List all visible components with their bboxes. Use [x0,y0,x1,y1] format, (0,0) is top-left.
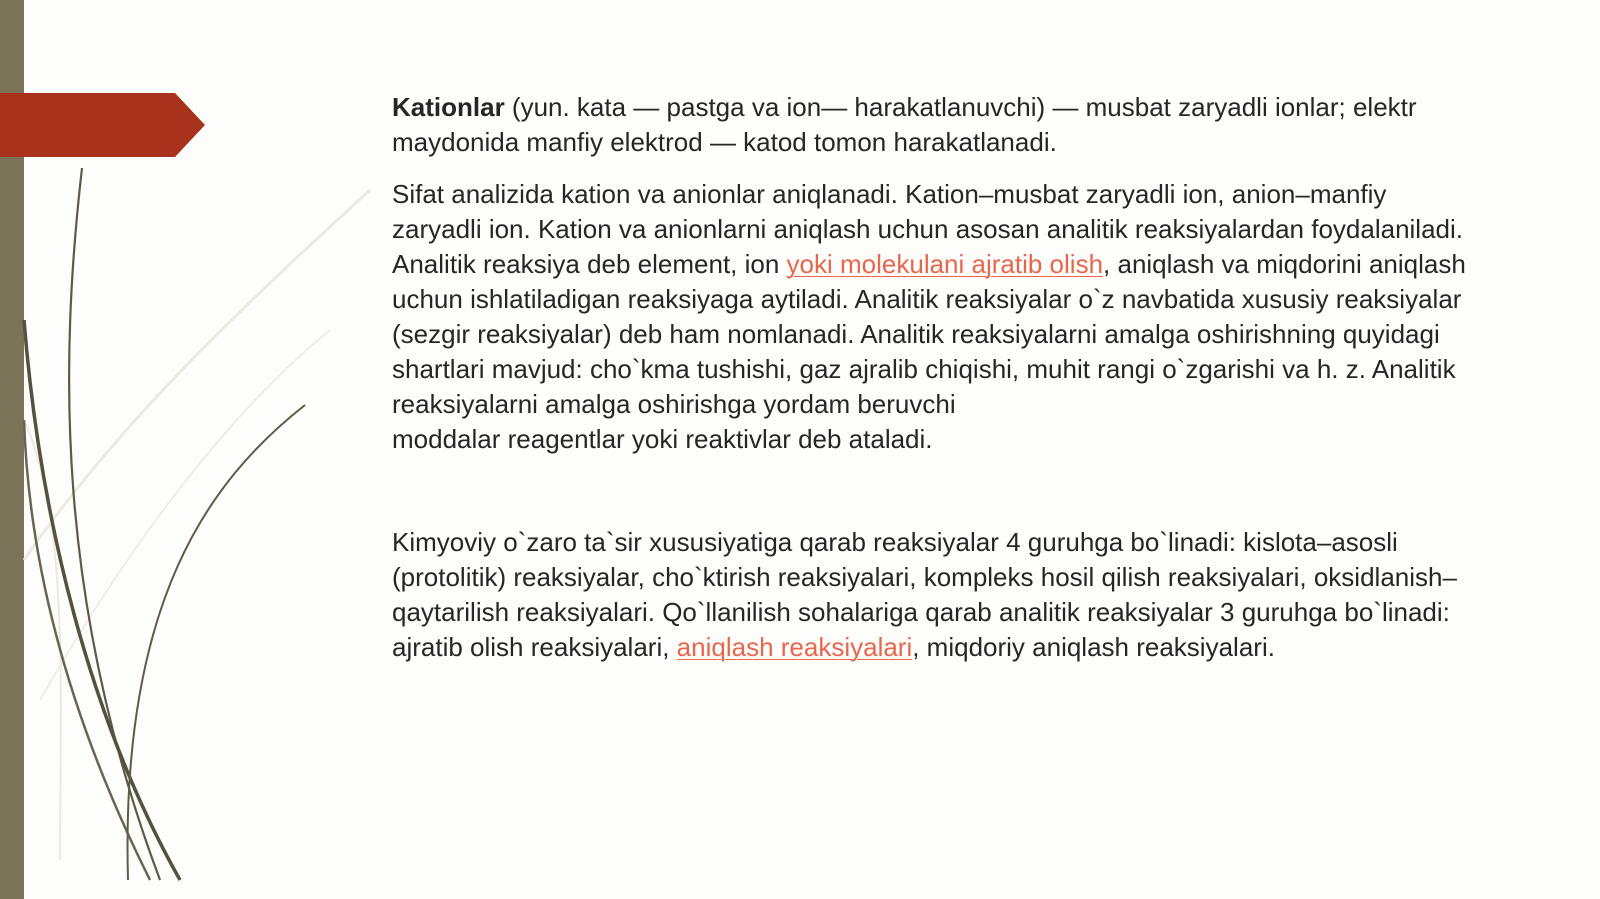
paragraph-sifat-analizi [392,177,1482,457]
paragraph-2-last-line: moddalar reagentlar yoki reaktivlar deb ataladi. [392,424,933,454]
paragraph-reaksiya-guruhlari [392,525,1482,665]
slide-text-body [392,90,1482,665]
paragraph-2-text-before: Sifat analizida kation va anionlar aniqlanadi. Kation–musbat zaryadli ion, anion–manfiy zaryadli ion. Kation va anionlarni aniqlash uchun asosan analitik reaksiyalardan foydalaniladi. Analitik reaksiya deb element, ion [392,179,1464,279]
link-aniqlash-reaksiyalari[interactable]: aniqlash reaksiyalari [676,632,913,662]
paragraph-kationlar [392,90,1482,160]
paragraph-3-text-before: Kimyoviy o`zaro ta`sir xususiyatiga qarab reaksiyalar 4 guruhga bo`linadi: kislota–asosli (protolitik) reaksiyalar, cho`ktirish reaksiyalari, kompleks hosil qilish reaksiyalari, oksidlanish–qaytarilish reaksiyalari. Qo`llanilish sohalariga qarab analitik reaksiyalar 3 guruhga bo`linadi: ajratib olish reaksiyalari, [392,527,1457,662]
link-ajratib-olish[interactable]: yoki molekulani ajratib olish [786,249,1104,279]
paragraph-2-text-after: , aniqlash va miqdorini aniqlash uchun ishlatiladigan reaksiyaga aytiladi. Analitik reaksiyalar o`z navbatida xususiy reaksiyalar (sezgir reaksiyalar) deb ham nomlanadi. Analitik reaksiyalarni amalga oshirishning quyidagi shartlari mavjud: cho`kma tushishi, gaz ajralib chiqishi, muhit rangi o`zgarishi va h. z. Analitik reaksiyalarni amalga oshirishga yordam beruvchi [392,249,1466,419]
paragraph-1-text: (yun. kata — pastga va ion— harakatlanuvchi) — musbat zaryadli ionlar; elektr maydonida manfiy elektrod — katod tomon harakatlanadi. [392,92,1417,157]
decorative-swoosh-lines [0,0,420,899]
paragraph-3-text-after: , miqdoriy aniqlash reaksiyalari. [912,632,1275,662]
red-arrow-banner [0,93,205,157]
term-kationlar: Kationlar [392,92,505,122]
